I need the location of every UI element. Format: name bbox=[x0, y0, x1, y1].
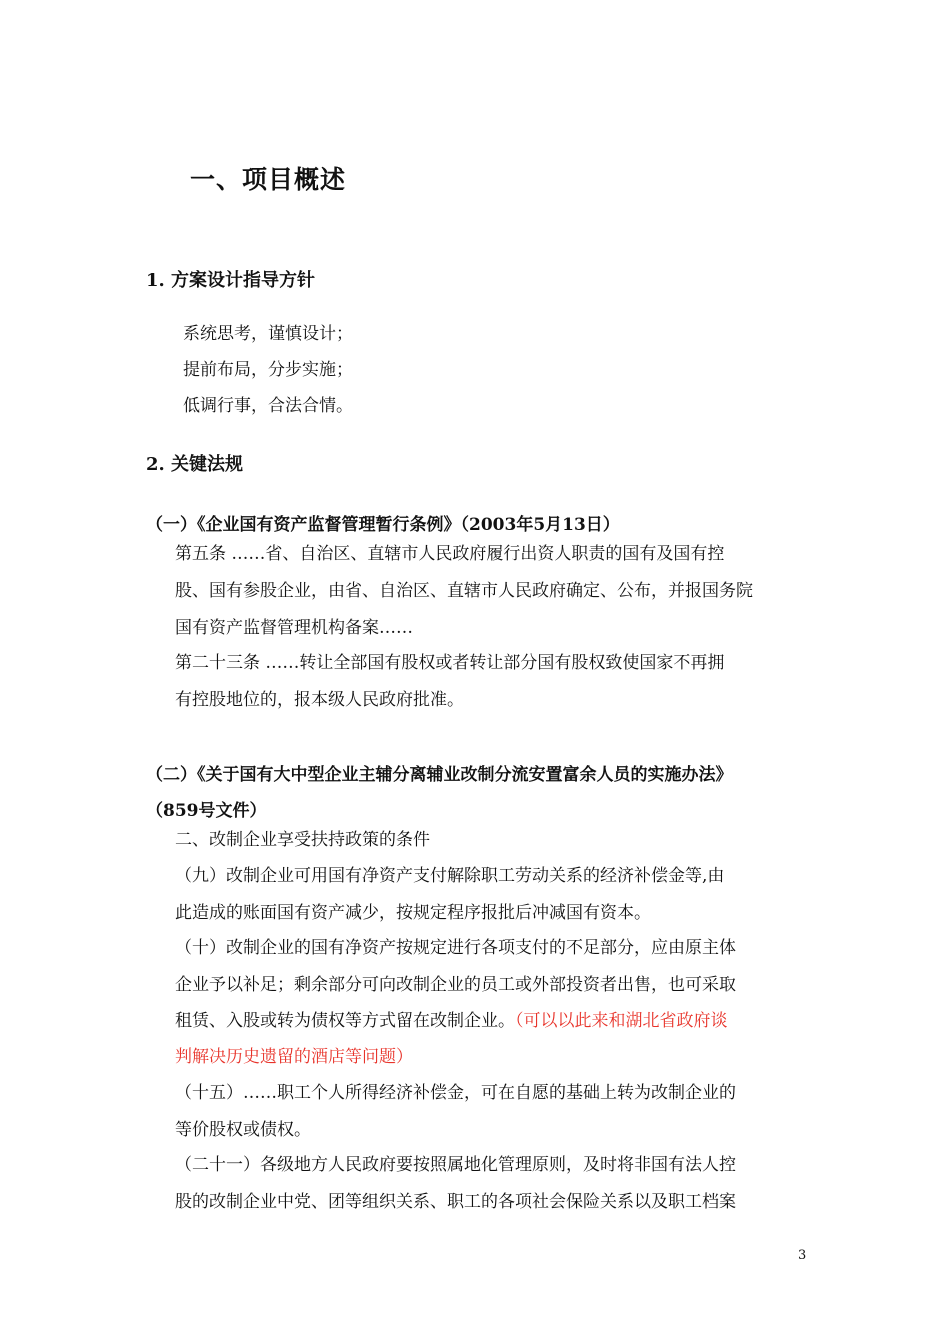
law1-line: 股、国有参股企业，由省、自治区、直辖市人民政府确定、公布，并报国务院 bbox=[175, 581, 753, 601]
law2-line bbox=[175, 1011, 728, 1031]
section-title: 一、项目概述 bbox=[190, 165, 347, 194]
law2-subheading: 二、改制企业享受扶持政策的条件 bbox=[175, 830, 430, 850]
guideline-line: 提前布局，分步实施； bbox=[183, 360, 353, 380]
heading-regulations: 2. 关键法规 bbox=[146, 454, 244, 475]
law2-heading: （二）《关于国有大中型企业主辅分离辅业改制分流安置富余人员的实施办法》 bbox=[146, 765, 733, 785]
law1-line: 第二十三条 ……转让全部国有股权或者转让部分国有股权致使国家不再拥 bbox=[175, 653, 725, 673]
red-note-continued: 判解决历史遗留的酒店等问题） bbox=[175, 1047, 413, 1067]
law2-line: （十）改制企业的国有净资产按规定进行各项支付的不足部分，应由原主体 bbox=[175, 938, 736, 958]
guideline-line: 低调行事，合法合情。 bbox=[183, 396, 353, 416]
law2-line: 股的改制企业中党、团等组织关系、职工的各项社会保险关系以及职工档案 bbox=[175, 1192, 736, 1212]
law1-line: 国有资产监督管理机构备案…… bbox=[175, 618, 413, 638]
law2-line: （九）改制企业可用国有净资产支付解除职工劳动关系的经济补偿金等,由 bbox=[175, 866, 725, 886]
red-note: （可以以此来和湖北省政府谈 bbox=[515, 1011, 728, 1031]
law2-line: 此造成的账面国有资产减少，按规定程序报批后冲减国有资本。 bbox=[175, 903, 651, 923]
law2-line: 企业予以补足；剩余部分可向改制企业的员工或外部投资者出售，也可采取 bbox=[175, 975, 736, 995]
law2-line: （二十一）各级地方人民政府要按照属地化管理原则，及时将非国有法人控 bbox=[175, 1155, 736, 1175]
law2-line-text: 租赁、入股或转为债权等方式留在改制企业。 bbox=[175, 1011, 515, 1031]
law1-line: 有控股地位的，报本级人民政府批准。 bbox=[175, 690, 464, 710]
page-number: 3 bbox=[798, 1248, 807, 1263]
law2-heading-doc-number: （859号文件） bbox=[146, 801, 267, 821]
heading-guidelines: 1. 方案设计指导方针 bbox=[146, 270, 316, 291]
law2-line: 等价股权或债权。 bbox=[175, 1120, 311, 1140]
law1-heading: （一）《企业国有资产监督管理暂行条例》（2003年5月13日） bbox=[146, 515, 620, 535]
law2-line: （十五）……职工个人所得经济补偿金，可在自愿的基础上转为改制企业的 bbox=[175, 1083, 736, 1103]
law1-line: 第五条 ……省、自治区、直辖市人民政府履行出资人职责的国有及国有控 bbox=[175, 544, 725, 564]
guideline-line: 系统思考，谨慎设计； bbox=[183, 324, 353, 344]
